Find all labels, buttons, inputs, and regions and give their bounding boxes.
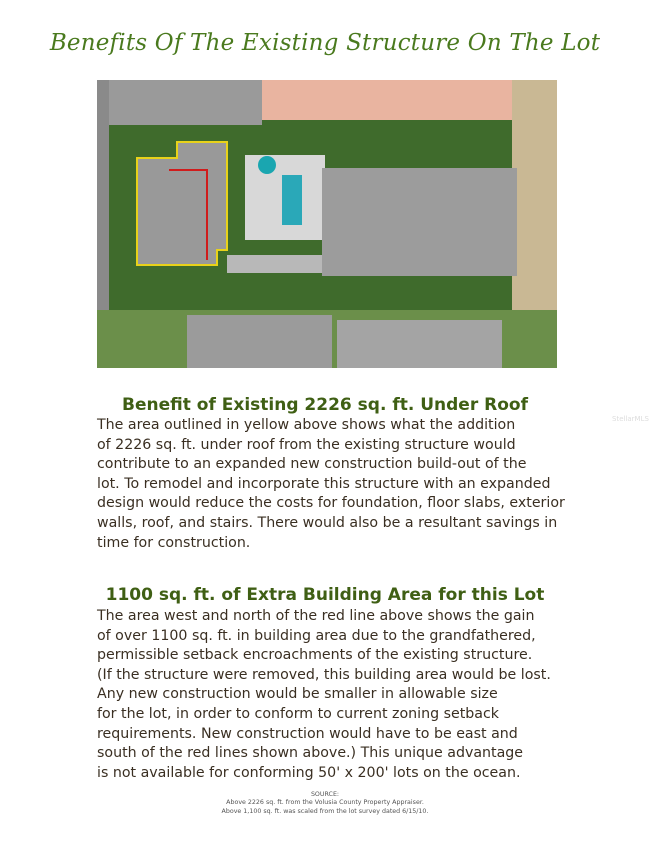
section-text-under-roof: The area outlined in yellow above shows what the addition of 2226 sq. ft. under roof from the existing structure would contribute to an expanded new construction build-out of the lot. To remodel and incorporate this structure with an expanded design would reduce the costs for foundation, floor slabs, exterior walls, roof, and stairs. There would also be a resultant savings in time for construction. — [97, 417, 565, 551]
aerial-site-plan-image — [97, 80, 557, 368]
page-title: Benefits Of The Existing Structure On The Lot — [49, 30, 601, 56]
source-line: Above 1,100 sq. ft. was scaled from the lot survey dated 6/15/10. — [221, 807, 429, 815]
source-line: Above 2226 sq. ft. from the Volusia County Property Appraiser. — [226, 799, 424, 807]
section-text-extra-area: The area west and north of the red line above shows the gain of over 1100 sq. ft. in building area due to the grandfathered, permissible setback encroachments of the existing structure. (If the structure were removed, this building area would be lost. Any new construction would be smaller in allowable size for the lot, in order to conform to current zoning setback requirements. New construction would have to be east and south of the red lines shown above.) This unique advantage is not available for conforming 50' x 200' lots on the ocean. — [97, 608, 551, 781]
source-label: SOURCE: — [310, 791, 340, 798]
existing-structure-roof — [137, 142, 227, 265]
watermark: StellarMLS — [612, 415, 649, 423]
section-heading-under-roof: Benefit of Existing 2226 sq. ft. Under Roof — [122, 395, 528, 415]
source-note — [0, 791, 650, 816]
section-heading-extra-area: 1100 sq. ft. of Extra Building Area for this Lot — [105, 585, 545, 605]
